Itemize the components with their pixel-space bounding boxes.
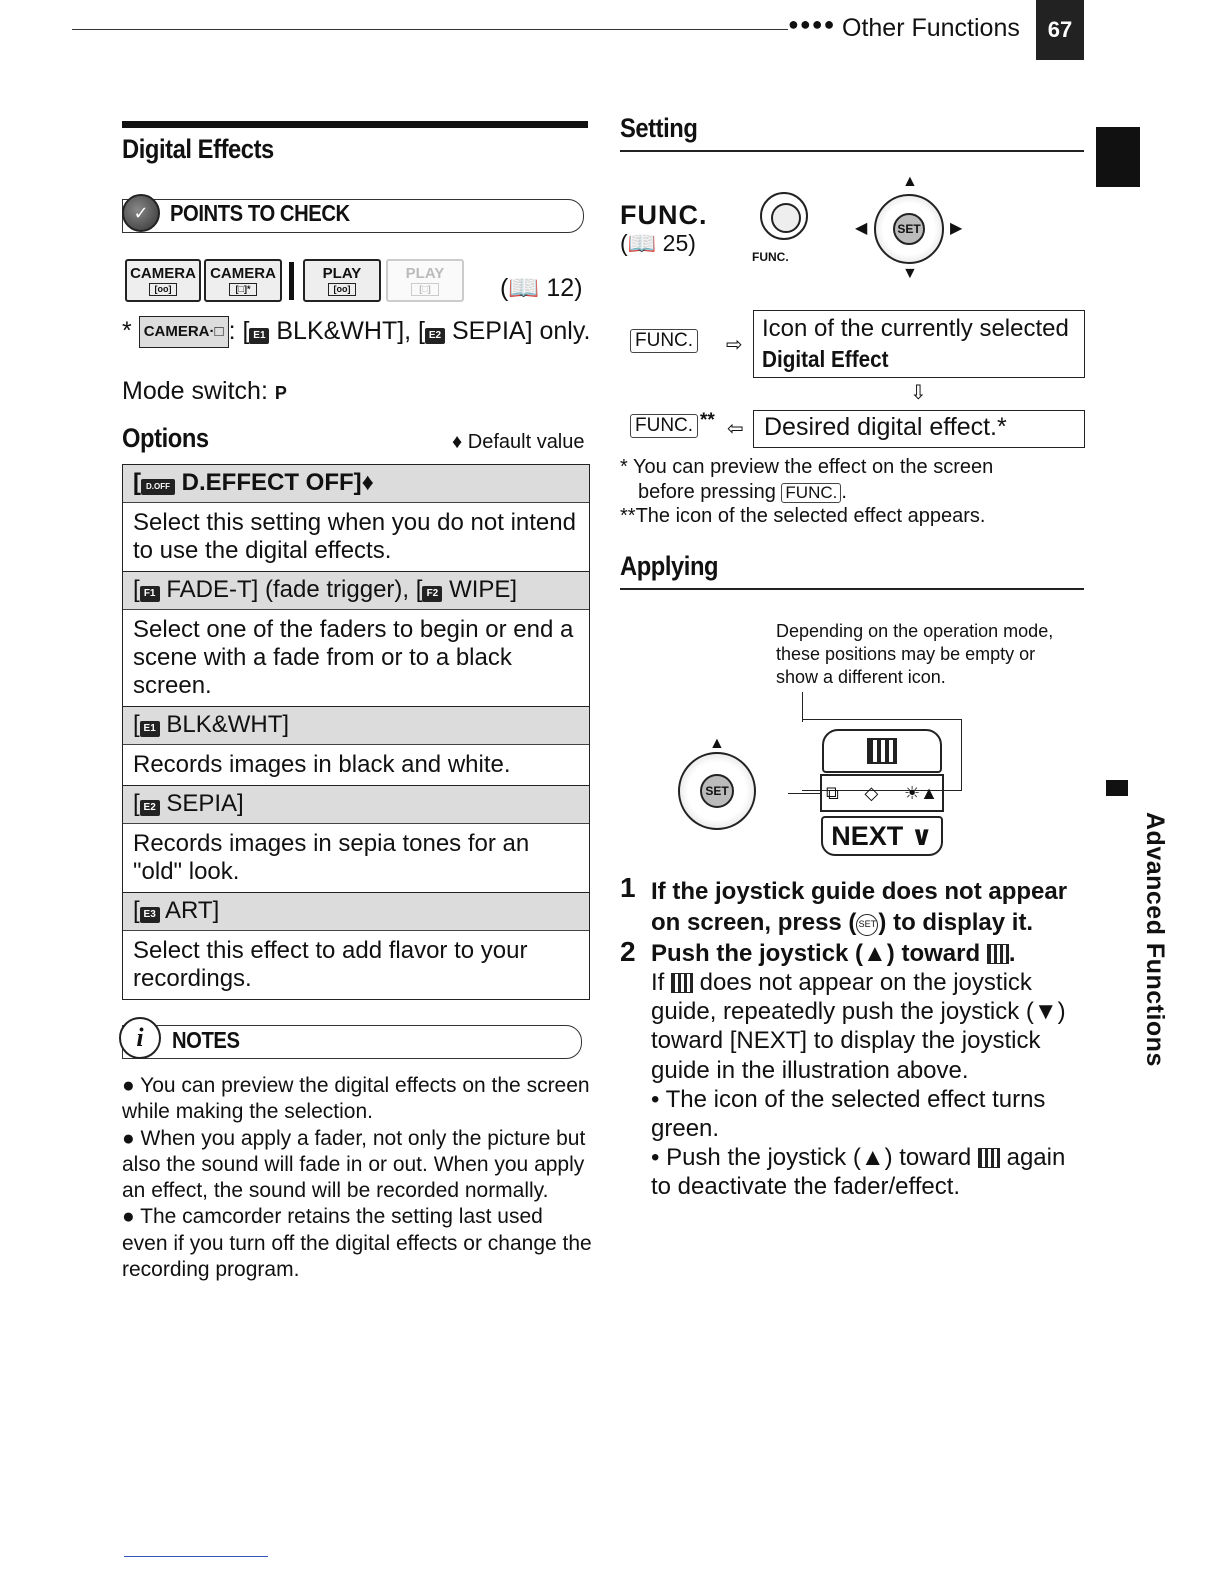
guide-leader-line [788,793,820,794]
effect-e1-icon: E1 [249,328,269,344]
option-header-label: SEPIA] [159,790,244,817]
film-effect-icon [671,973,693,993]
section-rule [122,121,588,128]
option-header [123,465,589,503]
info-icon: i [119,1017,161,1059]
note-asterisk: * [122,317,139,345]
desired-effect-box: Desired digital effect.* [753,410,1085,448]
option-header-label: BLK&WHT] [159,711,290,738]
side-tab-label: Advanced Functions [1141,812,1169,1067]
step-text: If [651,969,672,996]
illustration-caption: Depending on the operation mode, these positions may be empty or show a different icon. [776,621,1054,687]
footer-rule [124,1556,268,1557]
arrow-up-icon: ▲ [902,173,918,190]
set-button-icon: SET [856,914,878,936]
option-header [123,572,589,610]
option-header-label: ART] [159,897,220,924]
note-item: ● You can preview the digital effects on the screen while making the selection. [122,1074,590,1124]
applying-title: Applying [620,551,719,581]
bracket: [ [133,897,140,924]
joystick-icon [874,194,944,264]
film-effect-icon [987,944,1009,964]
effect-off-icon: D.OFF [141,479,175,495]
footnote-1: * You can preview the effect on the screen [620,456,994,478]
func-key: FUNC. [630,414,698,438]
step-2-bullet [651,1143,1091,1201]
guide-right-icon: ☀▲ [904,782,938,803]
header-rule [72,29,788,30]
notes-list [122,1073,592,1283]
checkmark-icon: ✓ [122,194,160,232]
option-header [123,786,589,824]
arrow-right-icon: ▶ [950,220,963,237]
camera-card-tag: CAMERA·□ [139,316,229,348]
step-text: If the joystick guide does not appear on screen, press ( [651,878,1068,936]
step-number: 2 [620,936,636,967]
func-key: FUNC. [781,483,841,503]
joystick-set-button: SET [700,774,734,808]
option-header-label: D.EFFECT OFF]♦ [175,469,374,496]
option-header [123,707,589,745]
step-text: again to deactivate the fader/effect. [651,1144,1066,1201]
points-to-check-label: POINTS TO CHECK [170,200,350,226]
options-table [122,464,590,1000]
guide-left-icon: ⧉ [826,782,839,803]
header-title: Other Functions [842,14,1020,42]
fade-trigger-icon: F1 [140,586,160,602]
option-description: Select one of the faders to begin or end a scene with a fade from or to a black screen. [123,610,589,707]
current-effect-line1: Icon of the currently selected [762,315,1069,342]
option-header-label: WIPE] [442,576,518,603]
mode-switch [122,377,287,406]
joystick-icon [678,752,756,830]
effect-e2-icon: E2 [140,800,160,816]
tape-icon: [oo] [328,283,356,296]
step-text: does not appear on the joystick guide, repeatedly push the joystick (▼) toward [NEXT] to display the joystick guide in the illustration above. [651,969,1066,1084]
footnote-text: . [841,480,847,503]
section-title: Digital Effects [122,134,274,164]
func-label: FUNC. [620,200,708,230]
footnote-text: before pressing [638,480,782,503]
mode-switch-value: P [274,383,287,403]
arrow-down-icon: ▼ [902,265,918,282]
footnote-2: **The icon of the selected effect appears. [620,505,986,527]
option-header [123,893,589,931]
step-text: • Push the joystick (▲) toward [651,1144,978,1172]
option-description: Records images in sepia tones for an "old" look. [123,824,589,893]
page-number: 67 [1036,0,1084,60]
effect-e1-icon: E1 [140,721,160,737]
wipe-icon: F2 [422,586,442,602]
joystick-guide-middle [820,774,944,812]
card-icon: [□] [411,283,439,296]
step-2 [651,938,1091,969]
bracket: [ [133,711,140,738]
func-key-footnote: ** [700,410,715,431]
note-item: ● The camcorder retains the setting last used even if you turn off the digital effects or change the recording program. [122,1205,592,1282]
guide-next-button: NEXT ∨ [821,816,943,856]
mode-camera-card-label: CAMERA [210,265,276,282]
step-1 [651,876,1091,938]
bracket: [ [133,576,140,603]
film-effect-icon [978,1148,1000,1168]
note-text: : [ [228,317,250,345]
step-number: 1 [620,872,636,903]
card-icon: [□]* [229,283,257,296]
arrow-up-icon: ▲ [709,735,725,752]
caption-leader-line [802,692,803,722]
option-description: Select this effect to add flavor to your recordings. [133,937,528,992]
mode-restriction-note [122,316,592,348]
applying-rule [620,588,1084,590]
footnote-1-cont [620,480,1090,505]
mode-play-card-label: PLAY [405,265,445,282]
note-item: ● When you apply a fader, not only the picture but also the sound will fade in or out. When you apply an effect, the sound will be recorded normally. [122,1126,586,1203]
effect-e2-icon: E2 [425,328,445,344]
note-text: BLK&WHT], [ [269,317,426,345]
mode-camera-tape-label: CAMERA [130,265,196,282]
func-button-icon [760,192,808,240]
mode-camera-card [204,259,282,302]
option-description: Records images in black and white. [123,745,589,786]
side-tab-small-marker [1106,780,1128,796]
notes-label: NOTES [172,1027,240,1053]
step-2-paragraph [651,968,1091,1085]
options-title: Options [122,423,209,453]
option-header-label: FADE-T] (fade trigger), [ [159,576,423,603]
mode-play-tape-label: PLAY [322,265,362,282]
setting-rule [620,150,1084,152]
mode-play-tape [303,259,381,302]
step-2-body [651,968,1091,1202]
side-tab-marker [1096,127,1140,187]
func-key: FUNC. [630,329,698,353]
tape-icon: [oo] [149,283,177,296]
mode-play-card-disabled [386,259,464,302]
arrow-left-icon: ◀ [855,220,868,237]
current-effect-line2: Digital Effect [762,346,889,372]
current-effect-box [753,310,1085,378]
page-reference: (📖 12) [500,274,583,302]
bracket: [ [133,469,141,496]
joystick-set-button: SET [893,213,925,245]
step-text: . [1008,940,1016,967]
option-description: Select this setting when you do not intend to use the digital effects. [123,503,589,572]
func-page-reference: (📖 25) [620,230,696,256]
setting-title: Setting [620,113,698,143]
header-dots: ●●●● [788,14,836,34]
mode-camera-tape [125,259,201,302]
func-button-label: FUNC. [752,250,789,264]
arrow-left-icon: ⇦ [727,418,744,440]
default-value-legend: ♦ Default value [452,431,585,453]
effect-e3-icon: E3 [140,907,160,923]
mode-switch-label: Mode switch: [122,377,275,405]
step-text: ) to display it. [878,909,1034,936]
guide-center-icon: ◇ [864,782,879,803]
arrow-right-icon: ⇨ [726,334,743,356]
step-text: Push the joystick (▲) toward [651,940,987,967]
setting-notes [620,455,1090,529]
bracket: [ [133,790,140,817]
mode-separator [289,262,294,300]
joystick-guide-top [822,729,942,773]
film-effect-icon [867,738,897,764]
step-2-bullet: • The icon of the selected effect turns green. [651,1085,1046,1143]
note-text: SEPIA] only. [445,317,591,345]
arrow-down-icon: ⇩ [910,382,927,404]
